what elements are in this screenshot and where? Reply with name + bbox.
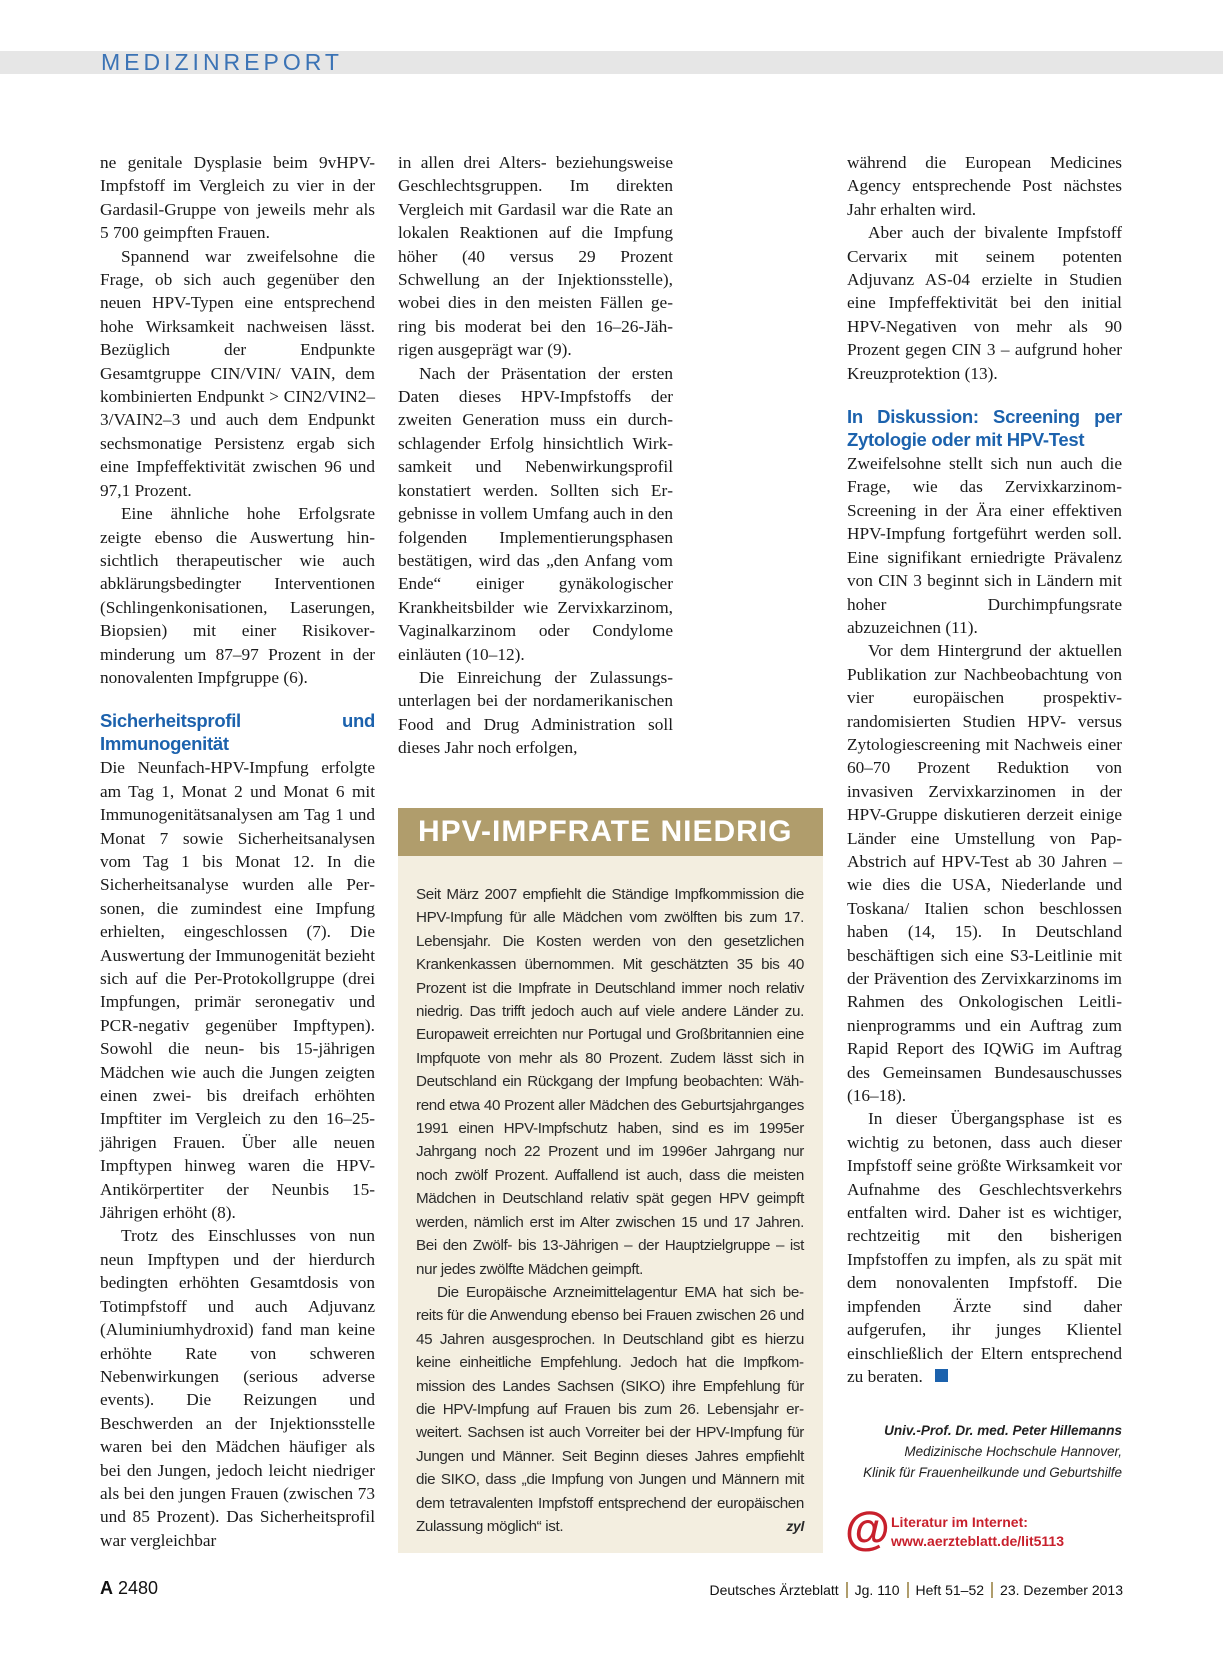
journal-name: Deutsches Ärzteblatt — [709, 1582, 839, 1598]
author-name: Univ.-Prof. Dr. med. Peter Hillemanns — [884, 1423, 1122, 1438]
info-box-paragraph: Die Europäische Arzneimittelagentur EMA hat sich bereits für die Anwendung ebenso bei Frauen zwischen 26 und 45 Jahren ausgesprochen. In Deutschland gibt es hierzu keine einheitliche Empfehlung. Jedoch hat die Impfkommission des Landes Sachsen (SIKO) ihre Empfehlung für die HPV-Impfung auf Frauen bis zum 26. Lebensjahr erweitert. Sachsen ist auch Vorreiter bei der HPV-Impfung für Jungen und Männer. Seit Beginn dieses Jahres empfiehlt die SIKO, dass „die Impfung von Jungen und Männern mit dem tetravalenten Impfstoff entsprechend der europäischen Zulassung möglich“ ist. zyl — [416, 1281, 804, 1538]
column-1 — [100, 151, 375, 1552]
paragraph: Aber auch der bivalente Impfstoff Cervarix mit seinem potenten Adjuvanz AS-04 erzielte in Studien eine Impfeffektivität bei den initial HPV-Negativen von mehr als 90 Prozent gegen CIN 3 – aufgrund hoher Kreuzprotektion (13). — [847, 223, 1122, 383]
paragraph: Eine ähnliche hohe Erfolgsrate zeigte ebenso die Auswertung hinsichtlich therapeutischer wie auch abklärungsbedingter Interventionen (Schlingenkonisationen, Laserungen, Biopsien) mit einer Risikoverminderung um 87–97 Prozent in der nonovalenten Impfgruppe (6). — [100, 504, 375, 687]
column-2 — [398, 151, 673, 760]
paragraph: Zweifelsohne stellt sich nun auch die Frage, wie das Zervixkarzinom-Screening in der Ära einer effektiven HPV-Impfung fortgeführt werden soll. Eine signifikant erniedrigte Prävalenz von CIN 3 beginnt sich in Ländern mit hoher Durchimpfungsrate abzuzeichnen (11). — [847, 454, 1122, 637]
literature-label: Literatur im Internet: — [891, 1514, 1028, 1530]
info-box-signature: zyl — [786, 1517, 804, 1534]
paragraph: Nach der Präsentation der ersten Daten dieses HPV-Impfstoffs der zweiten Generation muss ein durchschlagender Erfolg hinsichtlich Wirksamkeit und Nebenwirkungsprofil konstatiert werden. Sollten sich Ergebnisse in vollem Umfang auch in den folgenden Implementierungsphasen bestätigen, wird das „den Anfang vom Ende“ einiger gynäkologischer Krankheitsbilder wie Zervixkarzinom, Vaginalkarzinom oder Condylome einläuten (10–12). — [398, 363, 673, 664]
subheading: Sicherheitsprofil und Immunogenität — [100, 710, 375, 755]
paragraph: während die European Medicines Agency entsprechende Post nächstes Jahr erhalten wird. — [847, 153, 1122, 219]
info-box-paragraph: Seit März 2007 empfiehlt die Ständige Impfkommission die HPV-Impfung für alle Mädchen vom zwölften bis zum 17. Lebensjahr. Die Kosten werden von den gesetzlichen Krankenkassen übernommen. Mit geschätzten 35 bis 40 Prozent ist die Impfrate in Deutschland immer noch relativ niedrig. Das trifft jedoch auch auf viele andere Länder zu. Europaweit erreichten nur Portugal und Großbritannien eine Impfquote von mehr als 80 Prozent. Zudem lässt sich in Deutschland ein Rückgang der Impfung beobachten: Während etwa 40 Prozent aller Mädchen des Geburtsjahrganges 1991 einen HPV-Impfschutz haben, sind es im 1995er Jahrgang noch 22 Prozent und im 1996er Jahrgang nur noch zwölf Prozent. Auffallend ist auch, dass die meisten Mädchen in Deutschland relativ spät gegen HPV geimpft werden, nämlich erst im Alter zwischen 15 und 17 Jahren. Bei den Zwölf- bis 13-Jährigen – der Hauptzielgruppe – ist nur jedes zwölfte Mädchen geimpft. — [416, 886, 804, 1278]
paragraph: In dieser Übergangsphase ist es wichtig zu betonen, dass auch dieser Impfstoff seine größte Wirksamkeit vor Aufnahme des Geschlechtsverkehrs entfalten wird. Daher ist es wichtiger, rechtzeitig mit den bisherigen Impfstoffen zu impfen, als zu spät mit dem nonovalenten Impfstoff. Die impfenden Ärzte sind daher aufgerufen, ihr junges Klientel einschließlich der Eltern entsprechend zu beraten. — [847, 1109, 1122, 1386]
subheading: In Diskussion: Screening per Zytologie oder mit HPV-Test — [847, 406, 1122, 451]
issue: Heft 51–52 — [915, 1582, 985, 1598]
separator — [907, 1582, 909, 1598]
separator — [846, 1582, 848, 1598]
volume: Jg. 110 — [854, 1582, 900, 1598]
info-box-body — [416, 883, 804, 1538]
paragraph: in allen drei Alters- beziehungsweise Geschlechtsgruppen. Im direkten Vergleich mit Gardasil war die Rate an lokalen Reaktionen auf die Impfung höher (40 versus 29 Prozent Schwellung an der Injektionsstelle), wobei dies in den meisten Fällen gering bis moderat bei den 16–26-Jährigen ausgeprägt war (9). — [398, 153, 673, 360]
separator — [991, 1582, 993, 1598]
literature-url[interactable]: www.aerzteblatt.de/lit5113 — [891, 1533, 1064, 1549]
paragraph: Die Einreichung der Zulassungsunterlagen bei der nordamerikanischen Food and Drug Administration soll dieses Jahr noch erfolgen, — [398, 667, 673, 758]
paragraph: Vor dem Hintergrund der aktuellen Publikation zur Nachbeobachtung von vier europäischen prospektiv-randomisierten Studien HPV- versus Zytologiescreening mit Nachweis einer 60–70 Prozent Reduktion von invasiven Zervixkarzinomen in der HPV-Gruppe diskutieren derzeit einige Länder eine Umstellung von Pap-Abstrich auf HPV-Test ab 30 Jahren – wie dies die USA, Niederlande und Toskana/ Italien schon beschlossen haben (14, 15). In Deutschland beschäftigen sich eine S3-Leitlinie mit der Prävention des Zervixkarzinoms im Rahmen des Onkologischen Leitlinienprogramms und ein Auftrag zum Rapid Report des IQWiG im Auftrag des Gemeinsamen Bundesauschusses (16–18). — [847, 641, 1122, 1106]
end-of-article-square-icon — [935, 1369, 948, 1382]
issue-date: 23. Dezember 2013 — [1000, 1582, 1123, 1598]
journal-info — [709, 1582, 1123, 1598]
at-sign-icon: @ — [845, 1502, 890, 1554]
column-3 — [847, 151, 1122, 1388]
paragraph: Die Neunfach-HPV-Impfung erfolgte am Tag 1, Monat 2 und Monat 6 mit Immunogenitätsanalysen am Tag 1 und Monat 7 sowie Sicherheitsanalysen vom Tag 1 bis Monat 12. In die Sicherheitsanalyse wurden alle Personen, die zumindest eine Impfung erhielten, eingeschlossen (7). Die Auswertung der Immunogenität bezieht sich auf die Per-Protokollgruppe (drei Impfungen, primär seronegativ und PCR-negativ gegenüber Impftypen). Sowohl die neun- bis 15-jährigen Mädchen wie auch die Jungen zeigten einen zwei- bis dreifach erhöhten Impftiter im Vergleich zu den 16–25-jährigen Frauen. Über alle neuen Impftypen hinweg waren die HPV-Antikörpertiter der Neunbis 15-Jährigen erhöht (8). — [100, 758, 375, 1223]
author-affiliation: Medizinische Hochschule Hannover, — [904, 1444, 1122, 1459]
paragraph: ne genitale Dysplasie beim 9vHPV-Impfstoff im Vergleich zu vier in der Gardasil-Gruppe von jeweils mehr als 5 700 geimpften Frauen. — [100, 153, 375, 243]
info-box — [398, 808, 823, 1553]
info-box-title: HPV-IMPFRATE NIEDRIG — [398, 808, 823, 856]
page-number: A 2480 — [100, 1578, 159, 1598]
author-affiliation: Klinik für Frauenheilkunde und Geburtshilfe — [863, 1465, 1122, 1480]
paragraph: Spannend war zweifelsohne die Frage, ob sich auch gegenüber den neuen HPV-Typen eine entsprechend hohe Wirksamkeit nachweisen lässt. Bezüglich der Endpunkte Gesamtgruppe CIN/VIN/ VAIN, dem kombinierten Endpunkt > CIN2/VIN2–3/VAIN2–3 und auch dem Endpunkt sechsmonatige Persistenz ergab sich eine Impfeffektivität zwischen 96 und 97,1 Prozent. — [100, 246, 375, 500]
section-label: MEDIZINREPORT — [101, 49, 343, 75]
paragraph: Trotz des Einschlusses von nun neun Impftypen und der hierdurch bedingten erhöhten Gesamtdosis von Totimpfstoff und auch Adjuvanz (Aluminiumhydroxid) fand man keine erhöhte Rate von schweren Nebenwirkungen (serious adverse events). Die Reizungen und Beschwerden an der Injektionsstelle waren bei den Mädchen häufiger als bei den Jungen, jedoch leicht niedriger als bei den jungen Frauen (zwischen 73 und 85 Prozent). Das Sicherheitsprofil war vergleichbar — [100, 1226, 375, 1550]
author-block — [847, 1420, 1122, 1483]
